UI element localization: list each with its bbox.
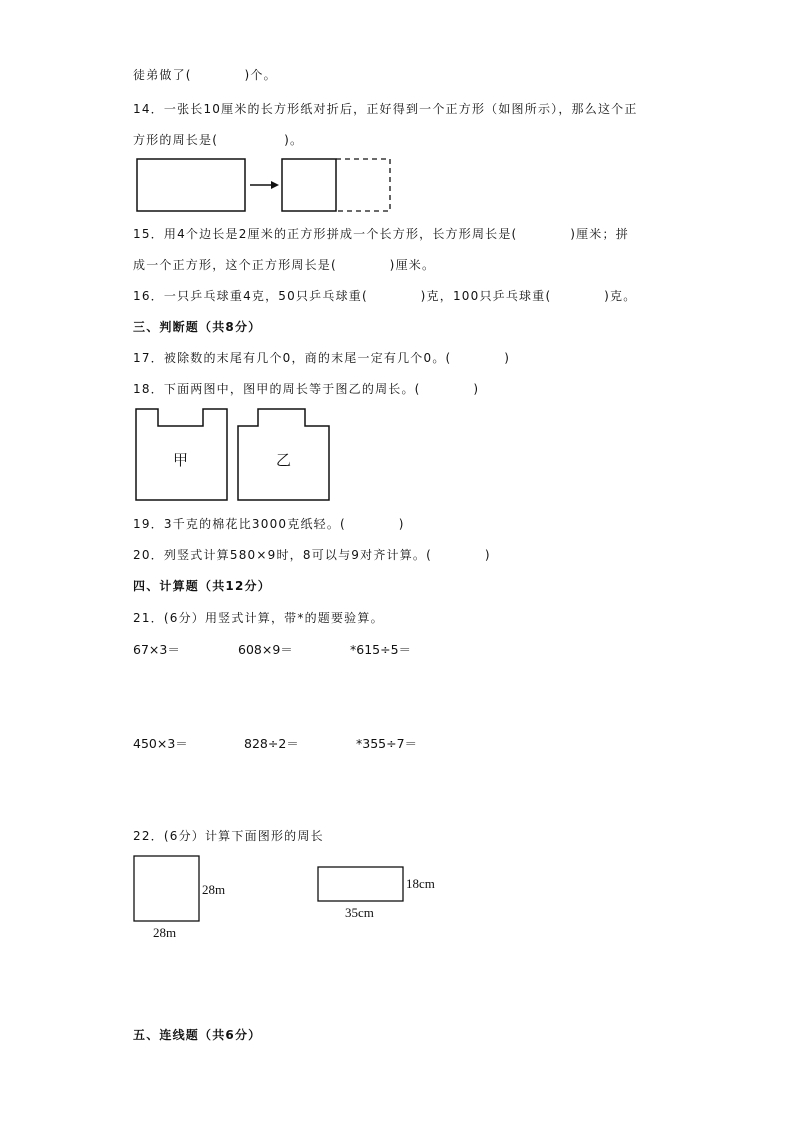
rect-width-label: 35cm: [345, 905, 374, 920]
calc-355div7: *355÷7＝: [356, 736, 418, 751]
rectangle-35x18: [318, 867, 403, 901]
calc-450x3: 450×3＝: [133, 736, 188, 751]
q16-text: 16．一只乒乓球重4克，50只乒乓球重( )克，100只乒乓球重( )克。: [133, 289, 637, 303]
calc-67x3: 67×3＝: [133, 642, 180, 657]
shape-yi-label: 乙: [276, 451, 292, 469]
q14-line2: 方形的周长是( )。: [133, 133, 304, 147]
q14-line1: 14．一张长10厘米的长方形纸对折后，正好得到一个正方形（如图所示），那么这个正: [133, 102, 638, 116]
dashed-fold-half: [336, 159, 390, 211]
q19-text: 19．3千克的棉花比3000克纸轻。( ): [133, 517, 405, 531]
q18-text: 18．下面两图中，图甲的周长等于图乙的周长。( ): [133, 382, 480, 396]
q15-line1: 15．用4个边长是2厘米的正方形拼成一个长方形，长方形周长是( )厘米；拼: [133, 227, 629, 241]
rect-height-label: 18cm: [406, 876, 435, 891]
section-4-heading: 四、计算题（共12分）: [133, 579, 271, 593]
square-bottom-label: 28m: [153, 925, 177, 940]
square-side-label: 28m: [202, 882, 226, 897]
calc-608x9: 608×9＝: [238, 642, 293, 657]
long-rectangle: [137, 159, 245, 211]
q22-text: 22．(6分）计算下面图形的周长: [133, 829, 324, 843]
arrow-head-icon: [271, 181, 279, 189]
q15-line2: 成一个正方形，这个正方形周长是( )厘米。: [133, 258, 436, 272]
calc-828div2: 828÷2＝: [244, 736, 299, 751]
calc-615div5: *615÷5＝: [350, 642, 412, 657]
q21-text: 21．(6分）用竖式计算，带*的题要验算。: [133, 611, 384, 625]
q14-fold-figure: [133, 155, 398, 217]
q18-shapes-figure: [133, 406, 333, 504]
q13-tail-text: 徒弟做了( )个。: [133, 68, 277, 82]
section-5-heading: 五、连线题（共6分）: [133, 1028, 262, 1042]
folded-square: [282, 159, 336, 211]
section-3-heading: 三、判断题（共8分）: [133, 320, 262, 334]
q17-text: 17．被除数的末尾有几个0，商的末尾一定有几个0。( ): [133, 351, 511, 365]
square-28m: [134, 856, 199, 921]
q20-text: 20．列竖式计算580×9时，8可以与9对齐计算。( ): [133, 548, 491, 562]
shape-jia-label: 甲: [173, 451, 189, 469]
